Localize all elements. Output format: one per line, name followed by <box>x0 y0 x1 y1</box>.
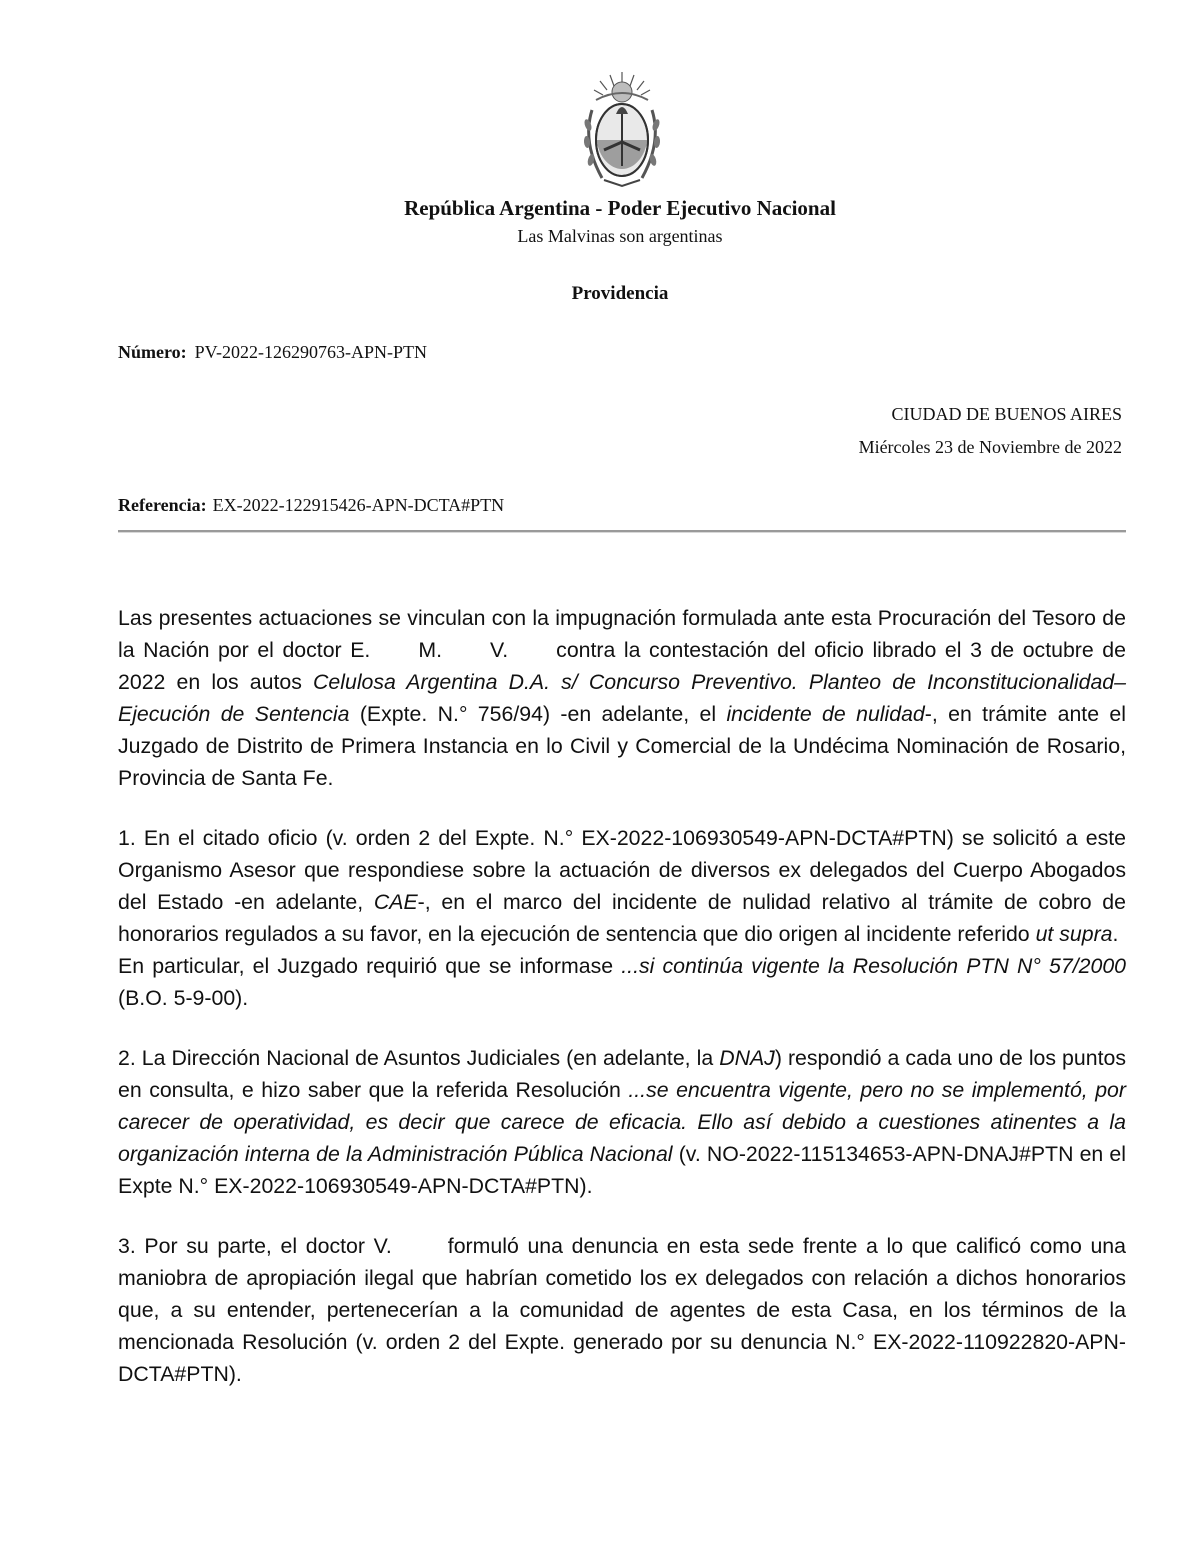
numero-value: PV-2022-126290763-APN-PTN <box>194 342 428 362</box>
paragraph-1: 1. En el citado oficio (v. orden 2 del Expte. N.° EX-2022-106930549-APN-DCTA#PTN) se solicitó a este Organismo Asesor que respondiese sobre la actuación de diversos ex delegados del Cuerpo Abogados del Estado -en adelante, CAE-, en el marco del incidente de nulidad relativo al trámite de cobro de honorarios regulados a su favor, en la ejecución de sentencia que dio origen al incidente referido ut supra. <box>118 826 1126 946</box>
referencia-value: EX-2022-122915426-APN-DCTA#PTN <box>212 495 505 515</box>
document-body <box>118 602 1126 1418</box>
document-number <box>118 342 427 363</box>
national-coat-of-arms-icon <box>580 70 664 192</box>
header-divider <box>118 530 1126 533</box>
reference <box>118 495 504 516</box>
document-date: Miércoles 23 de Noviembre de 2022 <box>858 437 1122 457</box>
city: CIUDAD DE BUENOS AIRES <box>891 404 1122 424</box>
numero-label: Número: <box>118 342 187 362</box>
paragraph-3: 3. Por su parte, el doctor V. formuló una denuncia en esta sede frente a lo que calificó como una maniobra de apropiación ilegal que habrían cometido los ex delegados con relación a dichos honorarios que, a su entender, pertenecerían a la comunidad de agentes de esta Casa, en los términos de la mencionada Resolución (v. orden 2 del Expte. generado por su denuncia N.° EX-2022-110922820-APN-DCTA#PTN). <box>118 1234 1126 1386</box>
paragraph-intro: Las presentes actuaciones se vinculan con la impugnación formulada ante esta Procuración del Tesoro de la Nación por el doctor E. M. V. contra la contestación del oficio librado el 3 de octubre de 2022 en los autos Celulosa Argentina D.A. s/ Concurso Preventivo. Planteo de Inconstitucionalidad–Ejecución de Sentencia (Expte. N.° 756/94) -en adelante, el incidente de nulidad-, en trámite ante el Juzgado de Distrito de Primera Instancia en lo Civil y Comercial de la Undécima Nominación de Rosario, Provincia de Santa Fe. <box>118 606 1126 790</box>
referencia-label: Referencia: <box>118 495 207 515</box>
paragraph-1-continued: En particular, el Juzgado requirió que se informase ...si continúa vigente la Resolución PTN N° 57/2000 (B.O. 5-9-00). <box>118 954 1127 1010</box>
document-type: Providencia <box>571 283 669 304</box>
issuer-title: República Argentina - Poder Ejecutivo Nacional <box>404 196 836 220</box>
paragraph-2: 2. La Dirección Nacional de Asuntos Judiciales (en adelante, la DNAJ) respondió a cada uno de los puntos en consulta, e hizo saber que la referida Resolución ...se encuentra vigente, pero no se implementó, por carecer de operatividad, es decir que carece de eficacia. Ello así debido a cuestiones atinentes a la organización interna de la Administración Pública Nacional (v. NO-2022-115134653-APN-DNAJ#PTN en el Expte N.° EX-2022-106930549-APN-DCTA#PTN). <box>118 1046 1126 1198</box>
motto: Las Malvinas son argentinas <box>517 226 723 246</box>
